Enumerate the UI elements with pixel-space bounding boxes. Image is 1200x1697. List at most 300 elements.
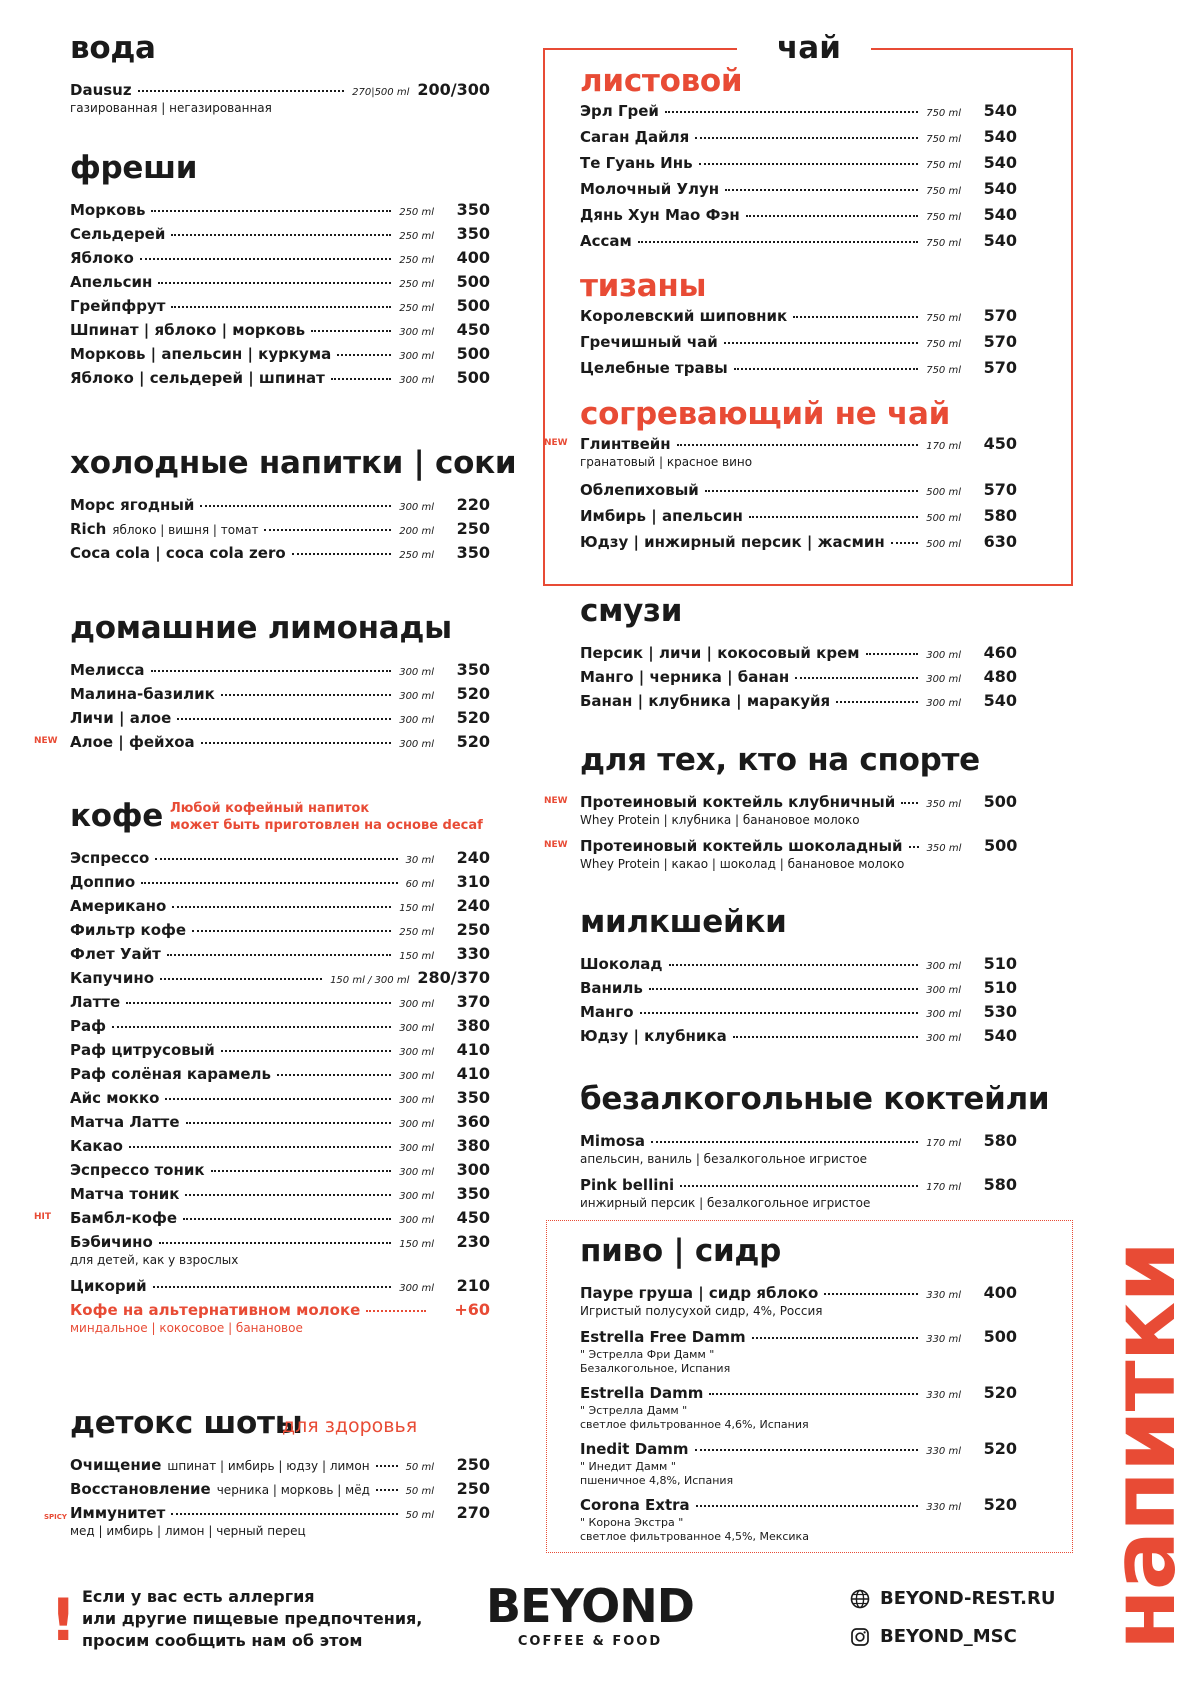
item-price: 500 (983, 836, 1018, 855)
item-name: Эспрессо тоник (70, 1161, 205, 1179)
item-name: Яблоко (70, 249, 134, 267)
leader-dots (185, 1194, 391, 1196)
item-name: Бэбичино (70, 1233, 153, 1251)
leader-dots (795, 677, 918, 679)
item-name: Личи | алое (70, 709, 172, 727)
item-name: Протеиновый коктейль шоколадный (580, 837, 903, 855)
menu-item (34, 732, 490, 754)
item-price: 450 (456, 320, 490, 339)
item-name: Дянь Хун Мао Фэн (580, 206, 740, 224)
leader-dots (649, 988, 918, 990)
leader-dots (824, 1293, 918, 1295)
item-description: апельсин, ваниль | безалкогольное игристое (580, 1152, 868, 1166)
item-price: 520 (456, 708, 490, 727)
item-price: 250 (456, 1479, 490, 1498)
leader-dots (160, 978, 322, 980)
item-name: Мелисса (70, 661, 145, 679)
leader-dots (112, 1026, 391, 1028)
leader-dots (725, 189, 918, 191)
badge-new: NEW (544, 438, 568, 448)
item-price: 450 (983, 434, 1017, 453)
menu-item (580, 506, 1017, 528)
item-name: Бамбл-кофе (70, 1209, 178, 1227)
item-name: Манго (580, 1003, 634, 1021)
menu-item (70, 1479, 490, 1501)
item-name: Estrella Free Damm (580, 1328, 746, 1346)
menu-item (44, 1503, 490, 1525)
leader-dots (183, 1218, 391, 1220)
item-name: Estrella Damm (580, 1384, 704, 1402)
item-name: Глинтвейн (580, 435, 671, 453)
item-price: 350 (456, 1088, 490, 1107)
item-name: Mimosa (580, 1132, 646, 1150)
item-name: Морковь | апельсин | куркума (70, 345, 332, 363)
menu-item (34, 1208, 490, 1230)
item-name: Раф цитрусовый (70, 1041, 215, 1059)
item-price: 230 (456, 1232, 490, 1251)
leader-dots (669, 964, 919, 966)
menu-item (580, 643, 1017, 665)
item-volume: 150 ml / 300 ml (330, 975, 410, 986)
logo (480, 1579, 700, 1649)
leader-dots (165, 1098, 391, 1100)
item-volume: 750 ml (926, 212, 961, 223)
item-volume: 150 ml (399, 951, 434, 962)
section-title: тизаны (580, 268, 707, 304)
menu-item (580, 179, 1017, 201)
logo-sub: COFFEE & FOOD (517, 1634, 663, 1649)
section-subtitle: для здоровья (282, 1415, 418, 1437)
item-volume: 300 ml (399, 1283, 434, 1294)
section-title: фреши (70, 150, 198, 186)
item-volume: 300 ml (399, 739, 434, 750)
menu-item (70, 920, 490, 942)
menu-item (70, 320, 490, 342)
item-name: Паурe груша | сидр яблоко (580, 1284, 819, 1302)
item-price: 520 (983, 1495, 1017, 1514)
item-price: 400 (983, 1283, 1017, 1302)
item-volume: 270|500 ml (352, 87, 410, 98)
item-volume: 300 ml (926, 650, 961, 661)
item-name: Inedit Damm (580, 1440, 689, 1458)
tea-title: чай (777, 30, 841, 66)
item-name: Очищение (70, 1456, 162, 1474)
section-title: милкшейки (580, 904, 787, 940)
item-volume: 330 ml (926, 1446, 961, 1457)
item-name: Pink bellini (580, 1176, 675, 1194)
leader-dots (746, 215, 919, 217)
item-name: Имбирь | апельсин (580, 507, 743, 525)
item-name: Шоколад (580, 955, 663, 973)
menu-item (70, 896, 490, 918)
leader-dots (891, 542, 919, 544)
item-description: миндальное | кокосовое | банановое (70, 1321, 303, 1335)
menu-item (580, 1131, 1017, 1153)
leader-dots (752, 1337, 919, 1339)
menu-item (580, 1283, 1017, 1305)
item-price: 540 (983, 153, 1017, 172)
leader-dots (695, 1449, 919, 1451)
item-price: 410 (456, 1040, 490, 1059)
website-link[interactable] (850, 1588, 1056, 1609)
item-name: Раф (70, 1017, 106, 1035)
badge-spicy: SPICY (44, 1513, 67, 1521)
leader-dots (734, 368, 919, 370)
menu-item (70, 944, 490, 966)
item-price: 310 (456, 872, 490, 891)
leader-dots (159, 1242, 391, 1244)
item-price: 580 (983, 1175, 1017, 1194)
item-volume: 200 ml (399, 526, 434, 537)
badge-new: NEW (544, 840, 568, 850)
item-price: 380 (456, 1136, 490, 1155)
leader-dots (651, 1141, 918, 1143)
item-name: Цикорий (70, 1277, 147, 1295)
item-description: инжирный персик | безалкогольное игристое (580, 1196, 871, 1210)
menu-item (580, 1383, 1017, 1405)
item-price: 540 (983, 179, 1017, 198)
item-description: мед | имбирь | лимон | черный перец (70, 1524, 306, 1538)
menu-item (70, 1112, 490, 1134)
item-price: 400 (456, 248, 490, 267)
item-volume: 250 ml (399, 550, 434, 561)
item-name: Corona Extra (580, 1496, 690, 1514)
item-name: Саган Дайля (580, 128, 690, 146)
leader-dots (311, 330, 391, 332)
item-price: 630 (983, 532, 1017, 551)
item-price: 300 (456, 1160, 490, 1179)
menu-item (70, 848, 490, 870)
leader-dots (695, 137, 918, 139)
section-title: пиво | сидр (580, 1233, 781, 1269)
menu-item (70, 1300, 490, 1322)
leader-dots (331, 378, 391, 380)
item-volume: 750 ml (926, 160, 961, 171)
item-price: 540 (983, 1026, 1017, 1045)
item-volume: 300 ml (399, 691, 434, 702)
badge-hit: HIT (34, 1212, 52, 1222)
leader-dots (640, 1012, 919, 1014)
website-text: BEYOND-REST.RU (880, 1588, 1056, 1609)
item-price: 460 (983, 643, 1017, 662)
item-volume: 300 ml (399, 1191, 434, 1202)
leader-dots (140, 258, 391, 260)
menu-item (70, 296, 490, 318)
menu-item (580, 480, 1017, 502)
item-name: Кофе на альтернативном молоке (70, 1301, 361, 1319)
item-name: Облепиховый (580, 481, 699, 499)
item-price: 570 (983, 358, 1017, 377)
item-price: 380 (456, 1016, 490, 1035)
item-volume: 330 ml (926, 1290, 961, 1301)
menu-item (580, 358, 1017, 380)
menu-item (70, 872, 490, 894)
section-title: холодные напитки | соки (70, 445, 517, 481)
item-price: 510 (983, 978, 1017, 997)
item-name: Эрл Грей (580, 102, 659, 120)
leader-dots (749, 516, 918, 518)
menu-item (580, 532, 1017, 554)
item-volume: 300 ml (399, 1071, 434, 1082)
item-name: Американо (70, 897, 167, 915)
item-volume: 750 ml (926, 186, 961, 197)
item-price: 500 (456, 344, 490, 363)
item-name: Шпинат | яблоко | морковь (70, 321, 306, 339)
section-title: безалкогольные коктейли (580, 1081, 1050, 1117)
item-name: Молочный Улун (580, 180, 720, 198)
section-title: для тех, кто на спорте (580, 742, 980, 778)
item-volume: 300 ml (926, 698, 961, 709)
item-price: 530 (983, 1002, 1017, 1021)
item-name: Эспрессо (70, 849, 150, 867)
leader-dots (337, 354, 391, 356)
item-volume: 250 ml (399, 255, 434, 266)
leader-dots (167, 954, 391, 956)
item-price: 240 (456, 896, 490, 915)
item-volume: 300 ml (926, 961, 961, 972)
menu-item (580, 306, 1017, 328)
item-price: 520 (983, 1439, 1017, 1458)
section-title: смузи (580, 593, 683, 629)
item-name: Dausuz (70, 81, 132, 99)
item-price: 350 (456, 224, 490, 243)
leader-dots (866, 653, 919, 655)
menu-item (580, 1327, 1017, 1349)
item-volume: 500 ml (926, 487, 961, 498)
leader-dots (141, 882, 397, 884)
leader-dots (172, 906, 391, 908)
item-description: Игристый полусухой сидр, 4%, Россия (580, 1304, 823, 1318)
menu-item (70, 1232, 490, 1254)
leader-dots (153, 1286, 392, 1288)
item-volume: 300 ml (926, 985, 961, 996)
leader-dots (901, 802, 918, 804)
menu-item (580, 691, 1017, 713)
item-name: Протеиновый коктейль клубничный (580, 793, 896, 811)
item-price: 570 (983, 480, 1017, 499)
section-title: домашние лимонады (70, 610, 452, 646)
item-volume: 170 ml (926, 1182, 961, 1193)
item-volume: 300 ml (399, 999, 434, 1010)
item-price: 350 (456, 1184, 490, 1203)
menu-item (70, 368, 490, 390)
item-volume: 60 ml (405, 879, 434, 890)
menu-item (70, 1160, 490, 1182)
item-name: Морс ягодный (70, 496, 195, 514)
item-volume: 300 ml (926, 1033, 961, 1044)
menu-item (70, 224, 490, 246)
item-price: 570 (983, 306, 1017, 325)
item-volume: 750 ml (926, 134, 961, 145)
menu-item (70, 1064, 490, 1086)
item-price: 330 (456, 944, 490, 963)
item-price: 350 (456, 543, 490, 562)
leader-dots (158, 282, 391, 284)
item-volume: 300 ml (399, 1095, 434, 1106)
item-name: Ассам (580, 232, 632, 250)
item-volume: 150 ml (399, 1239, 434, 1250)
leader-dots (171, 306, 391, 308)
menu-item (544, 836, 1018, 858)
item-price: 540 (983, 101, 1017, 120)
leader-dots (221, 1050, 391, 1052)
item-description: для детей, как у взрослых (70, 1253, 239, 1267)
item-name: Юдзу | инжирный персик | жасмин (580, 533, 885, 551)
leader-dots (376, 1465, 398, 1467)
item-name: Восстановление (70, 1480, 211, 1498)
item-price: 580 (983, 506, 1017, 525)
leader-dots (680, 1185, 918, 1187)
item-name: Rich (70, 520, 107, 538)
leader-dots (677, 444, 919, 446)
instagram-link[interactable] (850, 1626, 1017, 1647)
menu-item (70, 344, 490, 366)
menu-item (580, 1026, 1017, 1048)
item-description: " Инедит Дамм " пшеничное 4,8%, Испания (580, 1460, 734, 1487)
item-name: Сельдерей (70, 225, 166, 243)
menu-item (70, 1088, 490, 1110)
menu-item (70, 968, 490, 990)
item-price: 270 (456, 1503, 490, 1522)
menu-item (580, 127, 1017, 149)
leader-dots (186, 1122, 392, 1124)
item-name: Латте (70, 993, 121, 1011)
item-volume: 170 ml (926, 1138, 961, 1149)
item-price: 480 (983, 667, 1017, 686)
item-volume: 150 ml (399, 903, 434, 914)
item-price: 250 (456, 920, 490, 939)
item-price: 500 (456, 296, 490, 315)
item-price: 360 (456, 1112, 490, 1131)
item-name: Флет Уайт (70, 945, 161, 963)
exclamation-icon: ! (50, 1586, 77, 1654)
instagram-text: BEYOND_MSC (880, 1626, 1017, 1647)
item-price: 540 (983, 127, 1017, 146)
menu-item (580, 153, 1017, 175)
item-volume: 750 ml (926, 238, 961, 249)
item-name: Фильтр кофе (70, 921, 187, 939)
item-name: Капучино (70, 969, 155, 987)
item-volume: 250 ml (399, 207, 434, 218)
menu-item (70, 1136, 490, 1158)
vertical-title: напитки (1092, 1241, 1195, 1650)
menu-item (70, 80, 490, 102)
item-price: 540 (983, 691, 1017, 710)
item-name: Персик | личи | кокосовый крем (580, 644, 860, 662)
item-name: Иммунитет (70, 1504, 166, 1522)
menu-item (70, 1184, 490, 1206)
leader-dots (221, 694, 391, 696)
menu-item (70, 543, 490, 565)
item-price: 520 (456, 732, 490, 751)
menu-item (70, 272, 490, 294)
item-name: Манго | черника | банан (580, 668, 790, 686)
item-name: Айс мокко (70, 1089, 160, 1107)
menu-item (70, 684, 490, 706)
menu-item (580, 1175, 1017, 1197)
menu-item (580, 1495, 1017, 1517)
item-name: Coca cola | coca cola zero (70, 544, 286, 562)
badge-new: NEW (544, 796, 568, 806)
leader-dots (277, 1074, 391, 1076)
item-volume: 300 ml (399, 1215, 434, 1226)
globe-icon (850, 1589, 870, 1609)
menu-item (580, 667, 1017, 689)
section-title: согревающий не чай (580, 396, 951, 432)
item-volume: 750 ml (926, 365, 961, 376)
instagram-icon (850, 1627, 870, 1647)
leader-dots (733, 1036, 918, 1038)
item-name: Раф солёная карамель (70, 1065, 271, 1083)
leader-dots (155, 858, 397, 860)
menu-item (70, 519, 490, 541)
item-volume: 750 ml (926, 339, 961, 350)
item-volume: 350 ml (926, 799, 961, 810)
item-name: Банан | клубника | маракуйя (580, 692, 831, 710)
item-volume: 50 ml (405, 1486, 434, 1497)
leader-dots (638, 241, 918, 243)
item-price: 250 (456, 519, 490, 538)
menu-item (70, 1016, 490, 1038)
menu-item (580, 101, 1017, 123)
item-description: газированная | негазированная (70, 101, 272, 115)
item-volume: 750 ml (926, 313, 961, 324)
item-volume: 300 ml (399, 502, 434, 513)
section-note: Любой кофейный напиток может быть приготовлен на основе decaf (170, 801, 483, 833)
item-name: Доппио (70, 873, 136, 891)
leader-dots (192, 930, 391, 932)
leader-dots (376, 1489, 398, 1491)
footer (0, 1570, 1200, 1697)
item-volume: 300 ml (399, 375, 434, 386)
item-price: 540 (983, 231, 1017, 250)
item-price: 450 (456, 1208, 490, 1227)
leader-dots (836, 701, 918, 703)
leader-dots (171, 234, 391, 236)
menu-item (580, 954, 1017, 976)
item-volume: 350 ml (926, 843, 962, 854)
section-title: детокс шоты (70, 1405, 303, 1441)
item-description: " Корона Экстра " светлое фильтрованное 4,5%, Мексика (580, 1516, 809, 1543)
item-volume: 250 ml (399, 279, 434, 290)
item-name: Алое | фейхоа (70, 733, 195, 751)
leader-dots (211, 1170, 392, 1172)
item-volume: 300 ml (399, 1047, 434, 1058)
item-price: 500 (456, 272, 490, 291)
leader-dots (177, 718, 391, 720)
item-volume: 250 ml (399, 927, 434, 938)
leader-dots (126, 1002, 391, 1004)
item-price: 350 (456, 660, 490, 679)
item-ingredients: яблоко | вишня | томат (112, 523, 259, 537)
item-name: Ваниль (580, 979, 643, 997)
menu-item (70, 708, 490, 730)
menu-item (70, 660, 490, 682)
item-price: 570 (983, 332, 1017, 351)
item-volume: 300 ml (399, 1023, 434, 1034)
leader-dots (201, 742, 392, 744)
item-volume: 300 ml (399, 667, 434, 678)
item-price: 280/370 (417, 968, 490, 987)
item-volume: 50 ml (405, 1462, 434, 1473)
item-name: Какао (70, 1137, 123, 1155)
item-volume: 300 ml (399, 351, 434, 362)
leader-dots (709, 1393, 918, 1395)
menu-item (70, 1040, 490, 1062)
item-name: Матча тоник (70, 1185, 180, 1203)
item-description: гранатовый | красное вино (580, 455, 753, 469)
leader-dots (793, 316, 918, 318)
